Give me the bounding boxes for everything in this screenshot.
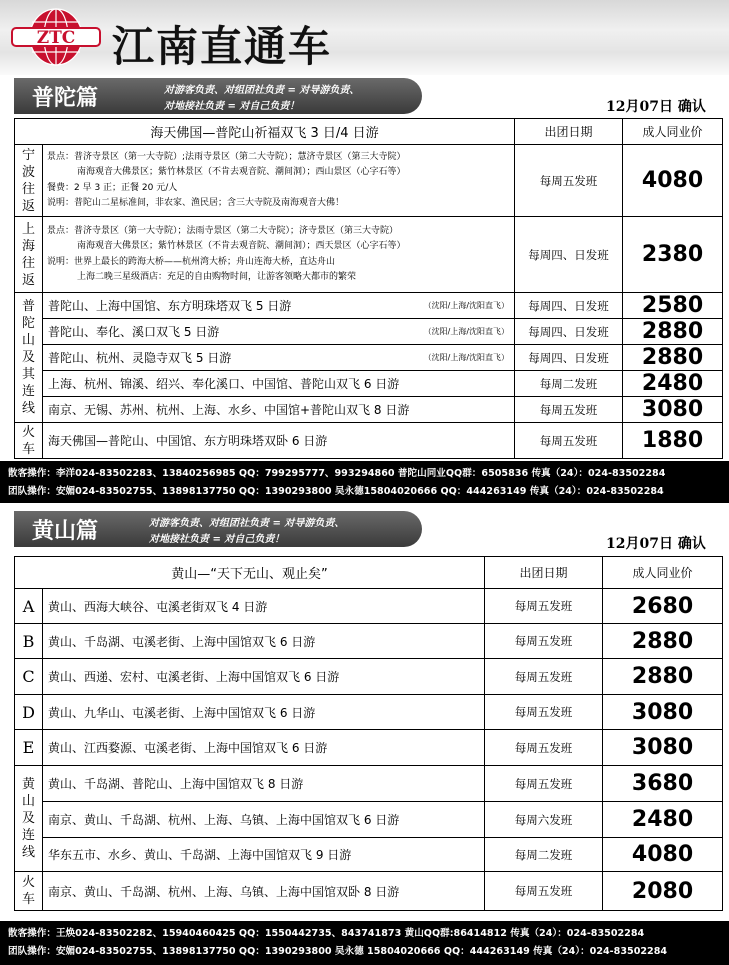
departure: 每周五发班 (485, 730, 603, 766)
price: 2380 (623, 217, 723, 293)
price: 2080 (603, 872, 723, 911)
table-row (15, 345, 723, 371)
route-name: 上海、杭州、锦溪、绍兴、奉化溪口、中国馆、普陀山双飞 6 日游 (43, 371, 515, 397)
putuo-train-label: 火 车 (15, 423, 43, 459)
putuo-contact-bar (0, 461, 729, 503)
contact-line-group: 团队操作：安媚024-83502755、13898137750 QQ：1390293800 吴永德 15804020666 QQ：444263149 传真（24）：024-83502284 (8, 946, 668, 957)
table-row (15, 766, 723, 802)
putuo-group-label: 普 陀 山 及 其 连 线 (15, 293, 43, 423)
section-motto-2: 对地接社负责 = 对自己负责！ (149, 534, 285, 545)
section-motto-1: 对游客负责、对组团社负责 = 对导游负责、 (149, 518, 345, 529)
departure: 每周二发班 (515, 371, 623, 397)
contact-line-individual: 散客操作：李洋024-83502283、13840256985 QQ：799295777、993294860 普陀山同业QQ群：6505836 传真（24）：024-83502284 (8, 468, 666, 479)
price: 2880 (603, 659, 723, 695)
departure: 每周五发班 (485, 624, 603, 659)
departure: 每周六发班 (485, 802, 603, 838)
price: 2680 (603, 589, 723, 624)
route-letter: B (15, 624, 43, 659)
huangshan-section-tag (14, 511, 422, 547)
table-row (15, 624, 723, 659)
putuo-confirm-date: 12月07日 确认 (606, 99, 706, 115)
table-row (15, 838, 723, 872)
route-name: 普陀山、上海中国馆、东方明珠塔双飞 5 日游 （沈阳/上海/沈阳直飞） (43, 293, 515, 319)
price: 2880 (603, 624, 723, 659)
departure: 每周四、日发班 (515, 293, 623, 319)
route-letter: A (15, 589, 43, 624)
price: 4080 (623, 145, 723, 217)
route-name: 南京、黄山、千岛湖、杭州、上海、乌镇、上海中国馆双卧 8 日游 (43, 872, 485, 911)
svg-text:ZTC: ZTC (36, 28, 76, 48)
route-note: （沈阳/上海/沈阳直飞） (423, 353, 510, 362)
table-row (15, 802, 723, 838)
route-note: （沈阳/上海/沈阳直飞） (423, 327, 510, 336)
price: 1880 (623, 423, 723, 459)
table-row (15, 145, 723, 217)
departure: 每周五发班 (485, 695, 603, 730)
price: 3680 (603, 766, 723, 802)
table-row (15, 319, 723, 345)
col-departure: 出团日期 (515, 119, 623, 145)
route-note: （沈阳/上海/沈阳直飞） (423, 301, 510, 310)
section-motto-2: 对地接社负责 = 对自己负责！ (164, 101, 300, 112)
price: 2480 (623, 371, 723, 397)
table-row (15, 293, 723, 319)
route-letter: D (15, 695, 43, 730)
route-name: 黄山、千岛湖、普陀山、上海中国馆双飞 8 日游 (43, 766, 485, 802)
price: 2580 (623, 293, 723, 319)
table-row (15, 397, 723, 423)
route-letter: E (15, 730, 43, 766)
route-name: 普陀山、杭州、灵隐寺双飞 5 日游 （沈阳/上海/沈阳直飞） (43, 345, 515, 371)
route-name: 黄山、江西婺源、屯溪老街、上海中国馆双飞 6 日游 (43, 730, 485, 766)
huangshan-group-label: 黄 山 及 连 线 (15, 766, 43, 872)
route-name: 南京、无锡、苏州、杭州、上海、水乡、中国馆+普陀山双飞 8 日游 (43, 397, 515, 423)
price: 3080 (623, 397, 723, 423)
departure: 每周五发班 (485, 659, 603, 695)
putuo-table (14, 118, 723, 459)
price: 4080 (603, 838, 723, 872)
ztc-logo (10, 6, 102, 68)
price: 2880 (623, 319, 723, 345)
table-row (15, 423, 723, 459)
ningbo-description: 景点：普济寺景区（第一大寺院）;法雨寺景区（第二大寺院）；慧济寺景区（第三大寺院） 南海观音大佛景区；紫竹林景区（不肯去观音院、潮间洞）；西山景区（心字石等） 餐费：2 早 3 正；正餐 20 元/人 说明：普陀山二星标准间，非农家、渔民居；含三大寺院及南海观音大佛！ (43, 145, 515, 217)
ningbo-label: 宁 波 往 返 (15, 145, 43, 217)
departure: 每周二发班 (485, 838, 603, 872)
table-row (15, 659, 723, 695)
huangshan-train-label: 火 车 (15, 872, 43, 911)
route-name: 黄山、千岛湖、屯溪老街、上海中国馆双飞 6 日游 (43, 624, 485, 659)
departure: 每周四、日发班 (515, 217, 623, 293)
page-title: 江南直通车 (112, 22, 333, 71)
route-name: 黄山、九华山、屯溪老街、上海中国馆双飞 6 日游 (43, 695, 485, 730)
shanghai-label: 上 海 往 返 (15, 217, 43, 293)
departure: 每周四、日发班 (515, 319, 623, 345)
huangshan-table (14, 556, 723, 911)
departure: 每周五发班 (515, 145, 623, 217)
table-row (15, 695, 723, 730)
contact-line-individual: 散客操作：王焕024-83502282、15940460425 QQ：1550442735、843741873 黄山QQ群:86414812 传真（24）：024-83502284 (8, 928, 645, 939)
table-row (15, 217, 723, 293)
huangshan-confirm-date: 12月07日 确认 (606, 536, 706, 552)
shanghai-description: 景点：普济寺景区（第一大寺院）；法雨寺景区（第二大寺院）；济寺景区（第三大寺院） 南海观音大佛景区；紫竹林景区（不肯去观音院、潮间洞）；西天景区（心字石等） 说明：世界上最长的跨海大桥——杭州湾大桥；舟山连海大桥，直达舟山 上海二晚三星级酒店：充足的自由购物时间，让游客领略大都市的繁荣 (43, 217, 515, 293)
page-header (0, 0, 729, 75)
huangshan-contact-bar (0, 921, 729, 965)
col-price: 成人同业价 (603, 557, 723, 589)
col-price: 成人同业价 (623, 119, 723, 145)
price: 3080 (603, 730, 723, 766)
route-name: 普陀山、奉化、溪口双飞 5 日游 （沈阳/上海/沈阳直飞） (43, 319, 515, 345)
col-departure: 出团日期 (485, 557, 603, 589)
putuo-table-title: 海天佛国—普陀山祈福双飞 3 日/4 日游 (15, 119, 515, 145)
huangshan-table-title: 黄山—“天下无山、观止矣” (15, 557, 485, 589)
contact-line-group: 团队操作：安媚024-83502755、13898137750 QQ：1390293800 吴永德15804020666 QQ：444263149 传真（24）：024-83502284 (8, 486, 664, 497)
table-row (15, 589, 723, 624)
putuo-section-tag (14, 78, 422, 114)
price: 2880 (623, 345, 723, 371)
section-name: 普陀篇 (32, 85, 99, 111)
departure: 每周五发班 (485, 872, 603, 911)
route-name: 海天佛国—普陀山、中国馆、东方明珠塔双卧 6 日游 (43, 423, 515, 459)
section-name: 黄山篇 (32, 518, 99, 544)
table-row (15, 730, 723, 766)
departure: 每周五发班 (485, 766, 603, 802)
table-row (15, 371, 723, 397)
price: 3080 (603, 695, 723, 730)
price: 2480 (603, 802, 723, 838)
departure: 每周五发班 (515, 423, 623, 459)
table-row (15, 872, 723, 911)
route-name: 南京、黄山、千岛湖、杭州、上海、乌镇、上海中国馆双飞 6 日游 (43, 802, 485, 838)
route-name: 黄山、西递、宏村、屯溪老街、上海中国馆双飞 6 日游 (43, 659, 485, 695)
route-letter: C (15, 659, 43, 695)
departure: 每周五发班 (485, 589, 603, 624)
departure: 每周五发班 (515, 397, 623, 423)
route-name: 黄山、西海大峡谷、屯溪老街双飞 4 日游 (43, 589, 485, 624)
route-name: 华东五市、水乡、黄山、千岛湖、上海中国馆双飞 9 日游 (43, 838, 485, 872)
section-motto-1: 对游客负责、对组团社负责 = 对导游负责、 (164, 85, 360, 96)
departure: 每周四、日发班 (515, 345, 623, 371)
